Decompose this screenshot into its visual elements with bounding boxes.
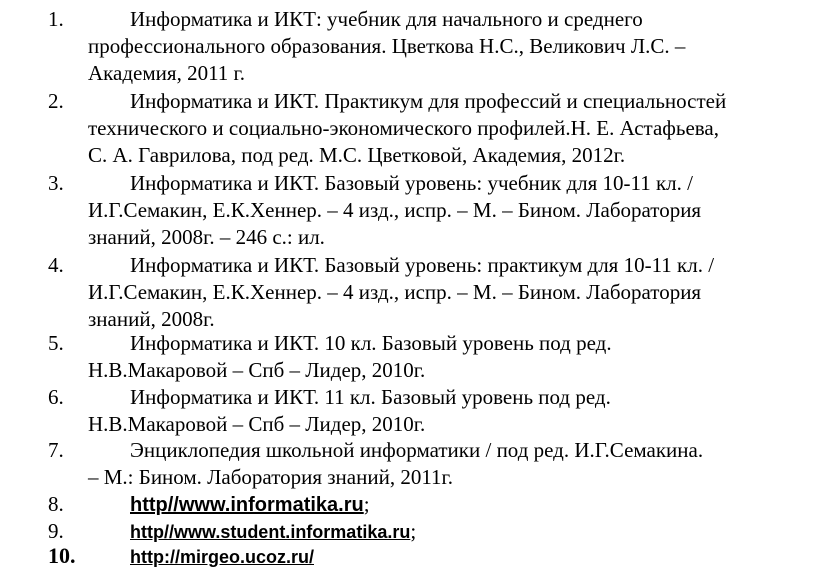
- reference-text-line: технического и социально-экономического профилей.Н. Е. Астафьева,: [88, 116, 719, 140]
- reference-text-line: Информатика и ИКТ. 10 кл. Базовый уровень под ред.: [130, 331, 612, 355]
- link-separator: ;: [363, 492, 370, 516]
- reference-number: 7.: [48, 438, 64, 462]
- reference-number: 1.: [48, 7, 64, 31]
- mirgeo-link[interactable]: http://mirgeo.ucoz.ru/: [130, 547, 314, 567]
- reference-number: 2.: [48, 89, 64, 113]
- reference-text-line: – М.: Бином. Лаборатория знаний, 2011г.: [88, 465, 454, 489]
- reference-text-line: Информатика и ИКТ. Практикум для профессий и специальностей: [130, 89, 727, 113]
- reference-number: 9.: [48, 519, 64, 543]
- reference-text-line: И.Г.Семакин, Е.К.Хеннер. – 4 изд., испр. – М. – Бином. Лаборатория: [88, 198, 702, 222]
- reference-text-line: Информатика и ИКТ. 11 кл. Базовый уровень под ред.: [130, 385, 611, 409]
- reference-number: 6.: [48, 385, 64, 409]
- reference-text-line: И.Г.Семакин, Е.К.Хеннер. – 4 изд., испр. – М. – Бином. Лаборатория: [88, 280, 702, 304]
- reference-link-line: [130, 491, 370, 520]
- reference-text-line: Н.В.Макаровой – Спб – Лидер, 2010г.: [88, 358, 426, 382]
- reference-number: 5.: [48, 331, 64, 355]
- reference-text-line: Академия, 2011 г.: [88, 61, 246, 85]
- reference-text-line: знаний, 2008г.: [88, 307, 215, 331]
- reference-number: 4.: [48, 253, 64, 277]
- reference-text-line: Информатика и ИКТ. Базовый уровень: учебник для 10-11 кл. /: [130, 171, 694, 195]
- reference-text-line: Н.В.Макаровой – Спб – Лидер, 2010г.: [88, 412, 426, 436]
- reference-number: 10.: [48, 543, 76, 568]
- reference-text-line: Информатика и ИКТ. Базовый уровень: практикум для 10-11 кл. /: [130, 253, 715, 277]
- reference-text-line: С. А. Гаврилова, под ред. М.С. Цветковой, Академия, 2012г.: [88, 143, 626, 167]
- reference-text-line: профессионального образования. Цветкова Н.С., Великович Л.С. –: [88, 34, 686, 58]
- reference-text-line: Информатика и ИКТ: учебник для начального и среднего: [130, 7, 643, 31]
- reference-text-line: знаний, 2008г. – 246 с.: ил.: [88, 225, 325, 249]
- reference-number: 3.: [48, 171, 64, 195]
- student-informatika-link[interactable]: http//www.student.informatika.ru: [130, 522, 411, 542]
- reference-number: 8.: [48, 492, 64, 516]
- reference-text-line: Энциклопедия школьной информатики / под ред. И.Г.Семакина.: [130, 438, 704, 462]
- reference-link-line: [130, 543, 314, 570]
- informatika-link[interactable]: http//www.informatika.ru: [130, 494, 364, 516]
- link-separator: ;: [410, 519, 417, 543]
